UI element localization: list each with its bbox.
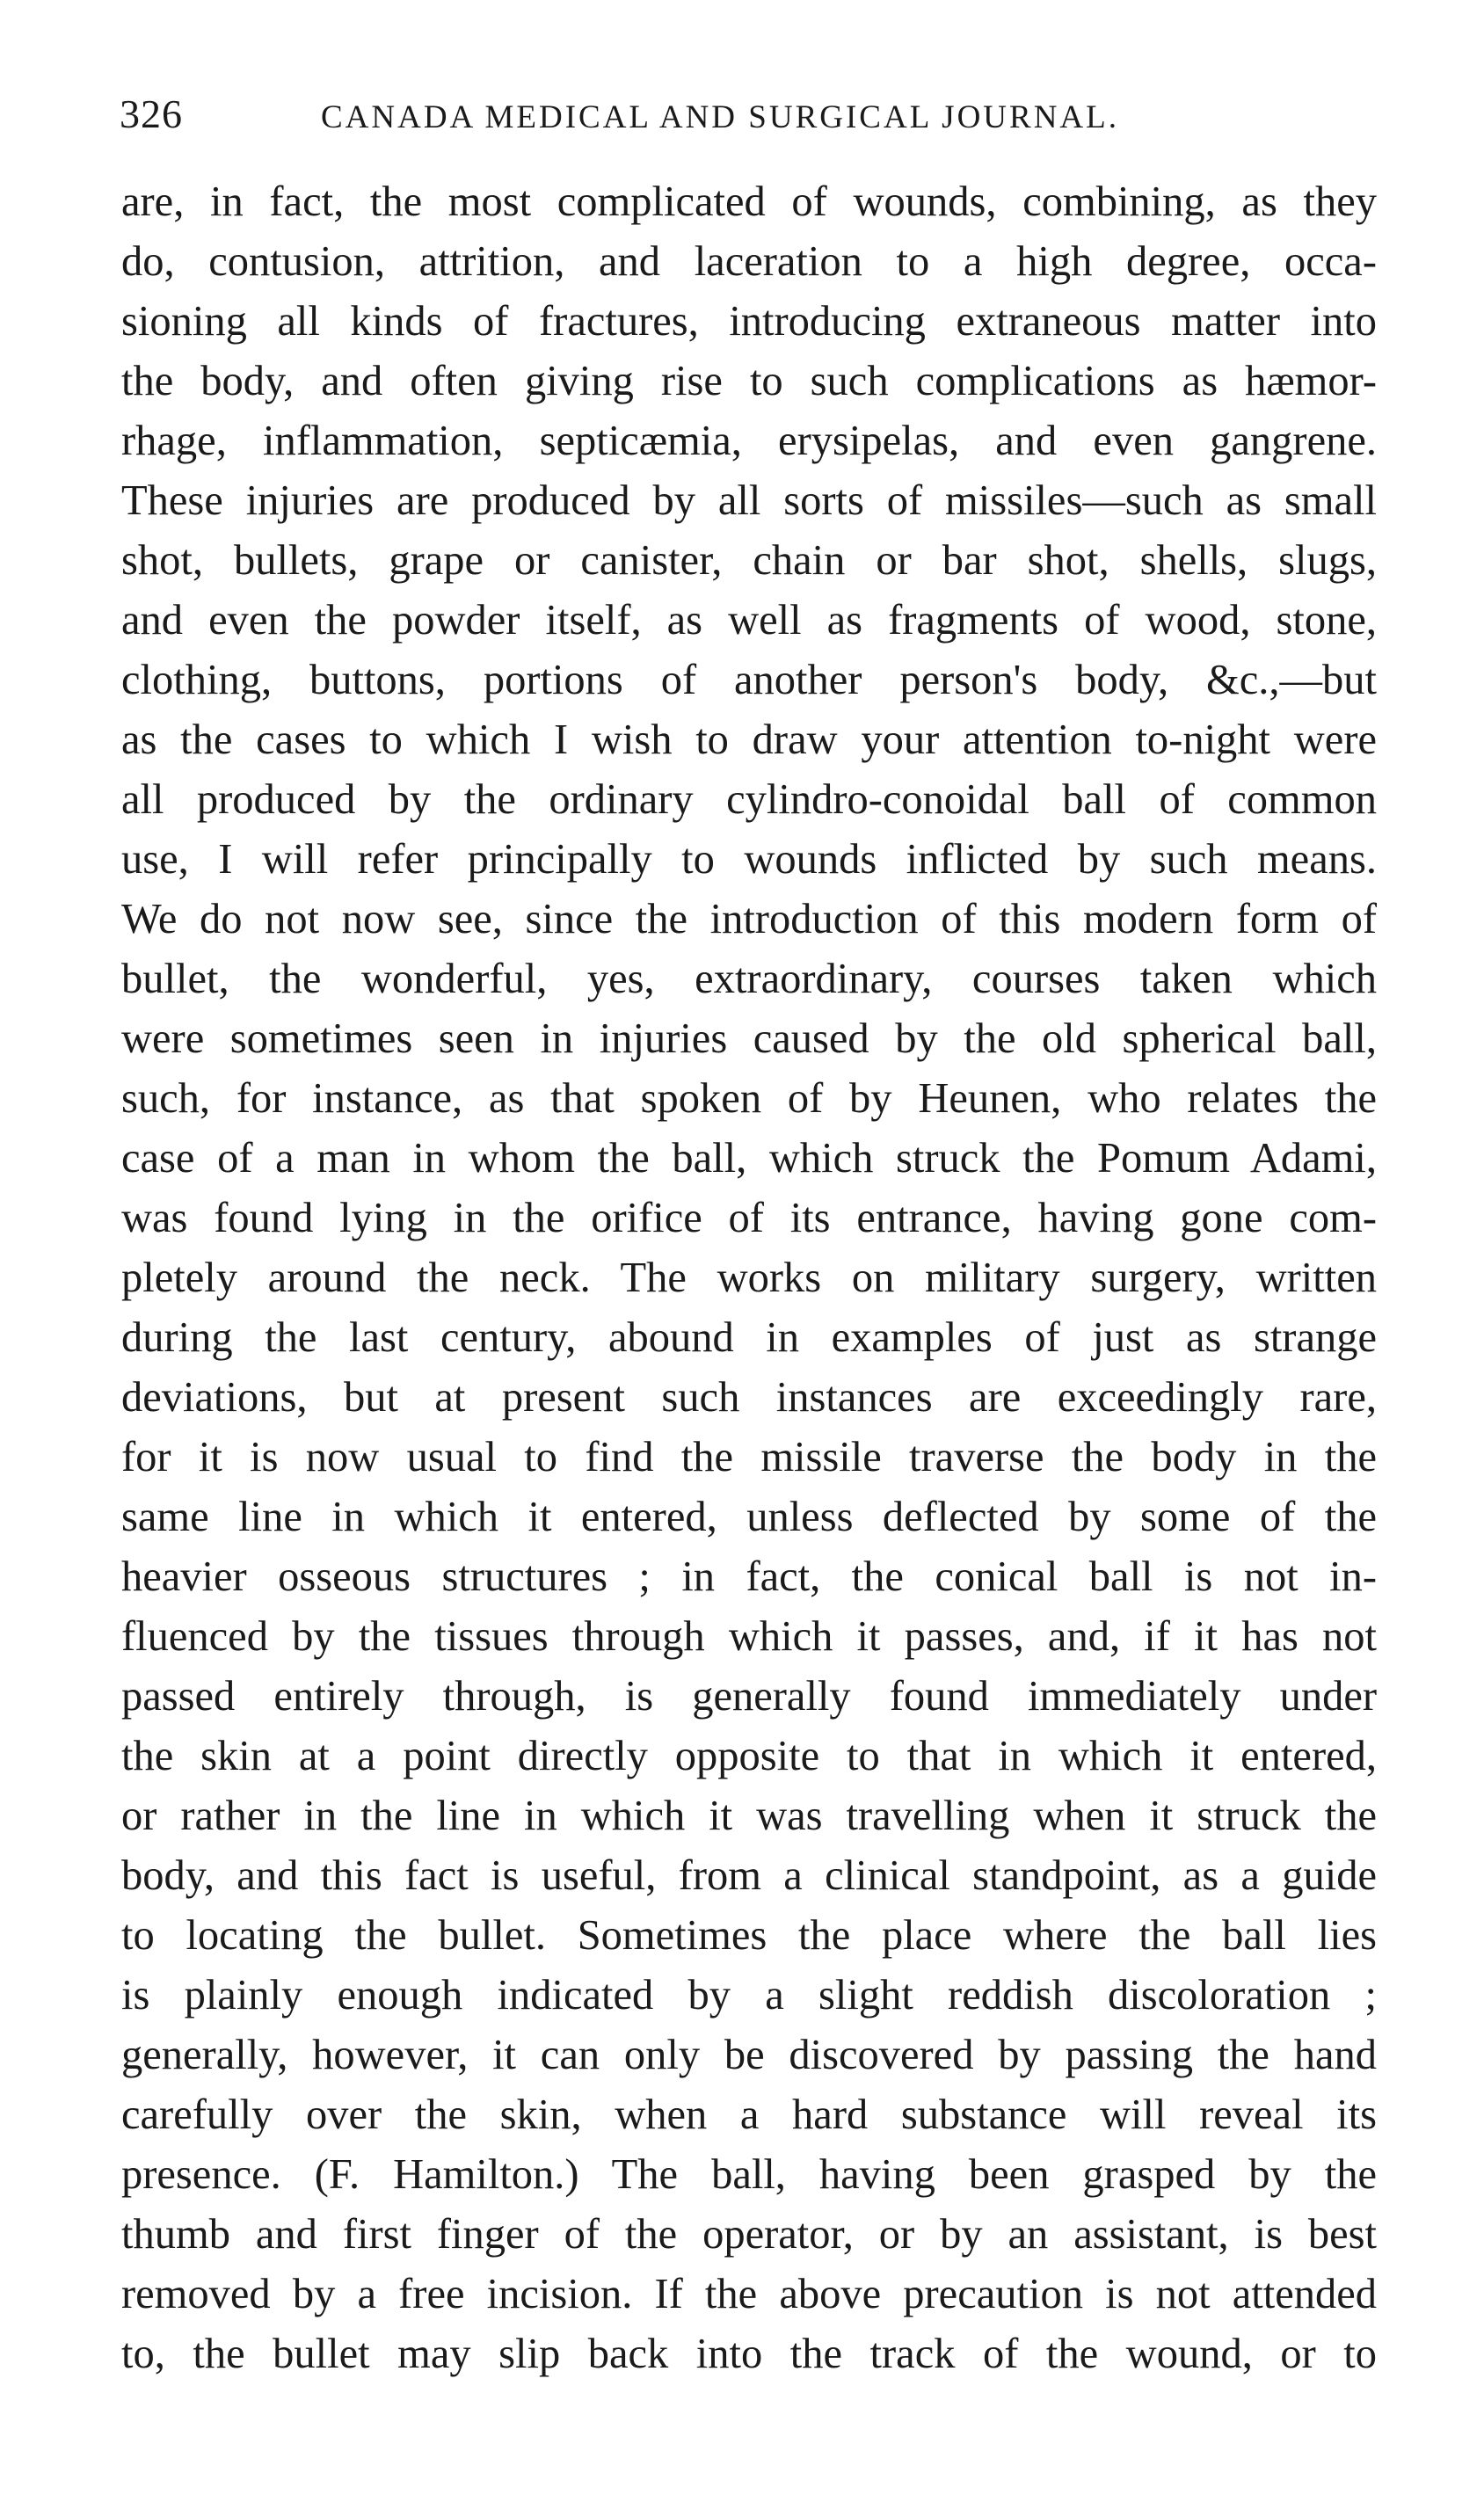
text-line: and even the powder itself, as well as fragments of wood, stone, — [121, 597, 1377, 644]
text-line: thumb and first finger of the operator, or by an assistant, is best — [121, 2211, 1377, 2258]
text-line: all produced by the ordinary cylindro-conoidal ball of common — [121, 776, 1377, 823]
text-line: pletely around the neck. The works on military surgery, written — [121, 1255, 1377, 1301]
text-line: the body, and often giving rise to such complications as hæmor- — [121, 358, 1377, 404]
text-line: as the cases to which I wish to draw your attention to-night were — [121, 716, 1377, 763]
text-line: the skin at a point directly opposite to that in which it entered, — [121, 1733, 1377, 1779]
text-line: fluenced by the tissues through which it passes, and, if it has not — [121, 1613, 1377, 1660]
text-line: We do not now see, since the introduction of this modern form of — [121, 896, 1377, 942]
text-line: body, and this fact is useful, from a clinical standpoint, as a guide — [121, 1852, 1377, 1899]
text-line: deviations, but at present such instances are exceedingly rare, — [121, 1374, 1377, 1421]
text-line: generally, however, it can only be discovered by passing the hand — [121, 2032, 1377, 2078]
text-line: bullet, the wonderful, yes, extraordinary, courses taken which — [121, 956, 1377, 1002]
text-line: to, the bullet may slip back into the track of the wound, or to — [121, 2331, 1377, 2377]
text-line: passed entirely through, is generally found immediately under — [121, 1673, 1377, 1720]
text-line: shot, bullets, grape or canister, chain or bar shot, shells, slugs, — [121, 537, 1377, 584]
journal-title: CANADA MEDICAL AND SURGICAL JOURNAL. — [321, 99, 1119, 135]
text-line: carefully over the skin, when a hard substance will reveal its — [121, 2091, 1377, 2138]
text-line: heavier osseous structures ; in fact, the conical ball is not in- — [121, 1553, 1377, 1600]
text-line: do, contusion, attrition, and laceration to a high degree, occa- — [121, 238, 1377, 285]
text-line: is plainly enough indicated by a slight reddish discoloration ; — [121, 1972, 1377, 2019]
text-line: was found lying in the orifice of its entrance, having gone com- — [121, 1195, 1377, 1241]
text-line: rhage, inflammation, septicæmia, erysipelas, and even gangrene. — [121, 418, 1377, 464]
text-line: same line in which it entered, unless deflected by some of the — [121, 1494, 1377, 1540]
text-line: presence. (F. Hamilton.) The ball, having been grasped by the — [121, 2151, 1377, 2198]
page-number: 326 — [120, 91, 183, 136]
text-line: sioning all kinds of fractures, introducing extraneous matter into — [121, 298, 1377, 345]
text-line: such, for instance, as that spoken of by Heunen, who relates the — [121, 1075, 1377, 1122]
running-head — [114, 88, 1380, 141]
text-line: during the last century, abound in examples of just as strange — [121, 1314, 1377, 1361]
text-line: clothing, buttons, portions of another person's body, &c.,—but — [121, 657, 1377, 703]
text-line: or rather in the line in which it was travelling when it struck the — [121, 1793, 1377, 1839]
text-line: removed by a free incision. If the above precaution is not attended — [121, 2271, 1377, 2317]
text-line: case of a man in whom the ball, which struck the Pomum Adami, — [121, 1135, 1377, 1182]
text-line: were sometimes seen in injuries caused by the old spherical ball, — [121, 1015, 1377, 1062]
text-line: These injuries are produced by all sorts of missiles—such as small — [121, 477, 1377, 524]
body-text — [121, 172, 1377, 2384]
text-line: to locating the bullet. Sometimes the place where the ball lies — [121, 1912, 1377, 1959]
text-line: are, in fact, the most complicated of wounds, combining, as they — [121, 178, 1377, 225]
text-line: for it is now usual to find the missile traverse the body in the — [121, 1434, 1377, 1480]
text-line: use, I will refer principally to wounds inflicted by such means. — [121, 836, 1377, 883]
